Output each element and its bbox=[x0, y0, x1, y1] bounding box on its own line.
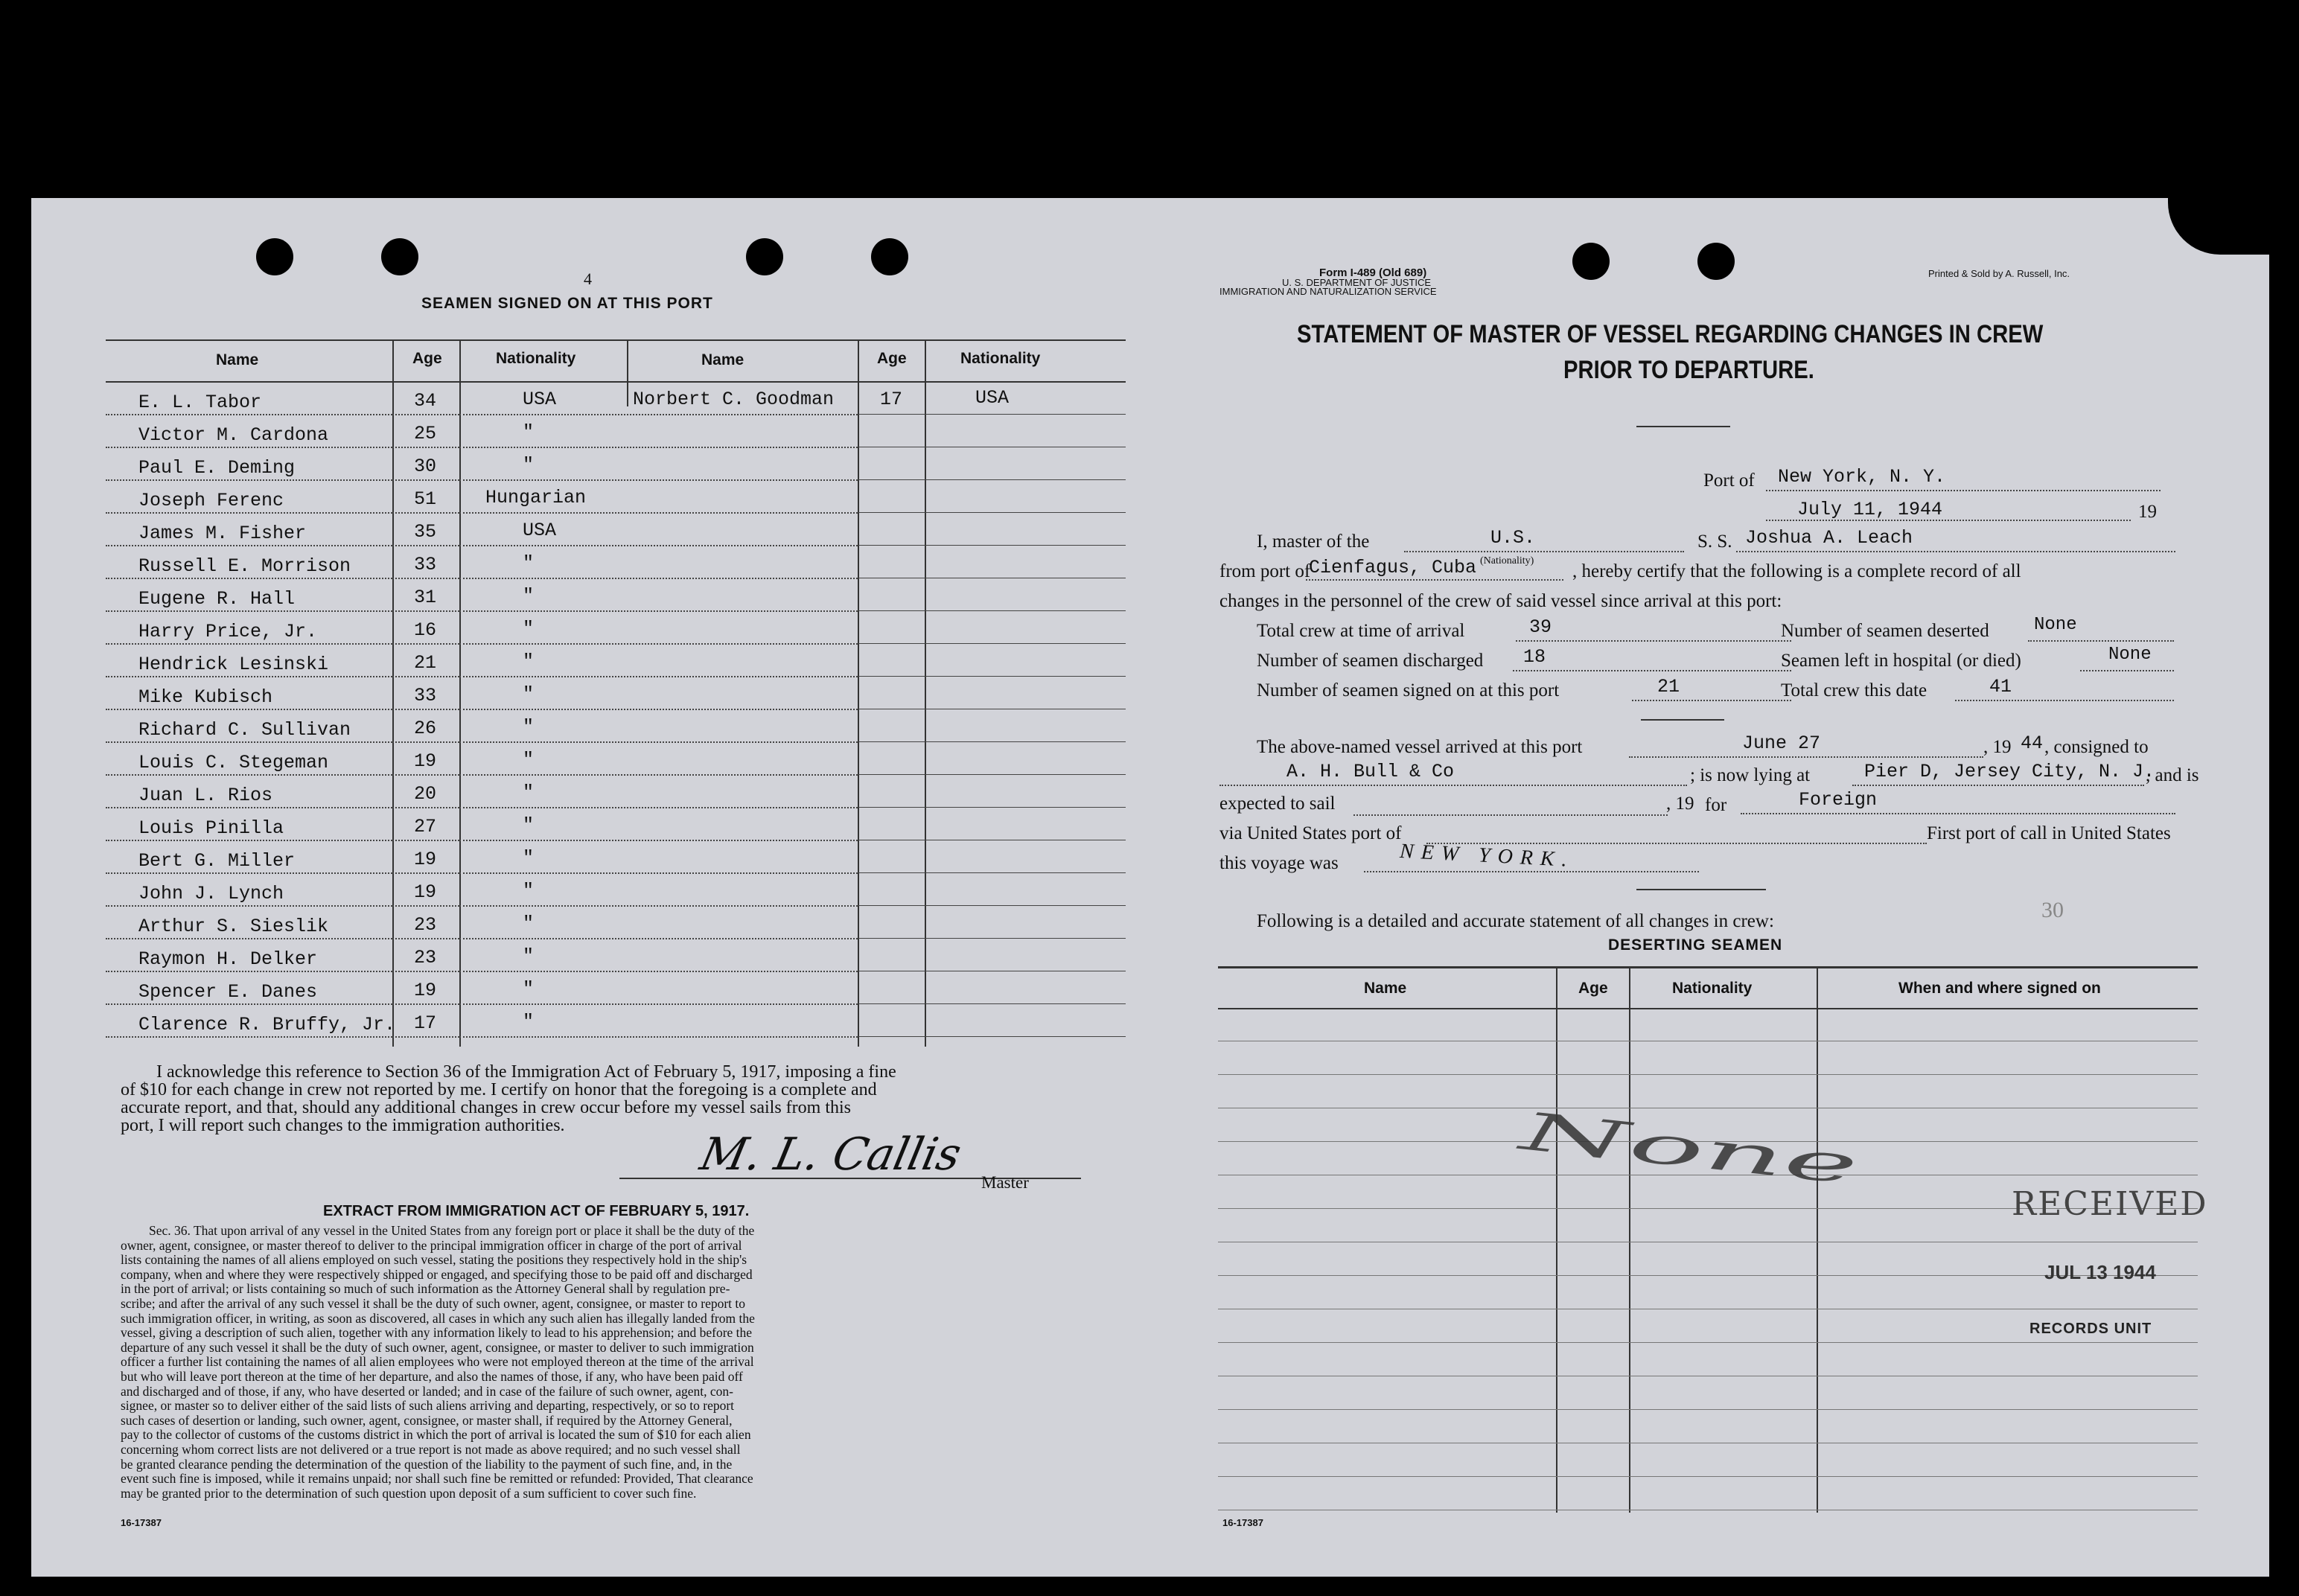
seaman-nationality: " bbox=[523, 782, 535, 803]
master-of-label: I, master of the bbox=[1257, 532, 1370, 552]
extract-line: but who will leave port thereon at the time of her departure, and also the names of those, if any, who have been paid off bbox=[121, 1368, 743, 1384]
seaman-age: 19 bbox=[414, 849, 437, 870]
seaman-nationality: Hungarian bbox=[485, 487, 587, 508]
deserted-label: Number of seamen deserted bbox=[1781, 621, 1989, 641]
seaman-name: Joseph Ferenc bbox=[138, 490, 284, 511]
col-header-name: Name bbox=[216, 351, 259, 368]
table-row bbox=[106, 484, 1126, 517]
desert-col-nationality: Nationality bbox=[1672, 980, 1753, 997]
seaman-nationality: " bbox=[523, 421, 535, 443]
extract-line: departure of any such vessel it shall be the duty of such owner, agent, consignee, or master to deliver to such immigration bbox=[121, 1339, 754, 1355]
extract-line: owner, agent, consignee, or master thereof to deliver to the principal immigration officer in charge of the port of arrival bbox=[121, 1237, 742, 1253]
seaman-nationality: " bbox=[523, 978, 535, 1000]
table-row bbox=[106, 680, 1126, 713]
extract-line: be granted clearance pending the determination of the question of the liability to the payment of such fine, and, in the bbox=[121, 1456, 733, 1472]
seaman-age: 17 bbox=[880, 389, 903, 410]
seaman-name: E. L. Tabor bbox=[138, 392, 262, 413]
from-port-label: from port of bbox=[1219, 561, 1311, 581]
seaman-age: 25 bbox=[414, 423, 437, 444]
arrived-label: The above-named vessel arrived at this port bbox=[1257, 737, 1583, 757]
seaman-name: Arthur S. Sieslik bbox=[138, 916, 329, 937]
desert-col-when-where: When and where signed on bbox=[1898, 980, 2101, 997]
port-label: Port of bbox=[1703, 470, 1755, 491]
seaman-age: 51 bbox=[414, 488, 437, 510]
arrived-date: June 27 bbox=[1742, 732, 1821, 754]
seaman-name: Bert G. Miller bbox=[138, 850, 296, 872]
date-value: July 11, 1944 bbox=[1797, 499, 1943, 520]
vessel-name: Joshua A. Leach bbox=[1745, 527, 1913, 549]
seaman-nationality: " bbox=[523, 716, 535, 738]
for-label: for bbox=[1705, 795, 1727, 815]
margin-note: 30 bbox=[2041, 898, 2064, 922]
seaman-name: Louis C. Stegeman bbox=[138, 752, 329, 773]
received-stamp-unit: RECORDS UNIT bbox=[2029, 1321, 2152, 1337]
seaman-nationality: " bbox=[523, 814, 535, 836]
empty-row-line bbox=[1218, 1342, 2198, 1343]
seaman-name: Mike Kubisch bbox=[138, 686, 273, 708]
extract-line: in the port of arrival; or lists containing so much of such information as the Attorney General shall by regulation pre- bbox=[121, 1281, 730, 1297]
year-suffix: 19 bbox=[2138, 502, 2157, 522]
acknowledgment-line: of $10 for each change in crew not reported by me. I certify on honor that the foregoing is a complete and bbox=[121, 1080, 877, 1099]
seaman-nationality: " bbox=[523, 683, 535, 705]
seaman-nationality: " bbox=[523, 1011, 535, 1032]
arrived-year: 44 bbox=[2021, 732, 2044, 754]
seaman-name: Russell E. Morrison bbox=[138, 555, 351, 577]
seaman-age: 21 bbox=[414, 652, 437, 674]
seaman-nationality: USA bbox=[975, 387, 1010, 409]
punch-hole bbox=[381, 238, 418, 275]
seaman-name: Richard C. Sullivan bbox=[138, 719, 351, 741]
desert-col-age: Age bbox=[1578, 980, 1608, 997]
acknowledgment-line: port, I will report such changes to the immigration authorities. bbox=[121, 1116, 565, 1135]
table-row bbox=[106, 942, 1126, 975]
seaman-age: 19 bbox=[414, 980, 437, 1001]
col-header-name-2: Name bbox=[701, 351, 744, 368]
extract-line: such immigration officer, in writing, as soon as discovered, all cases in which any such alien has illegally landed from the bbox=[121, 1310, 755, 1326]
nationality-value: U.S. bbox=[1490, 527, 1536, 549]
seaman-name: Paul E. Deming bbox=[138, 457, 296, 479]
table-row bbox=[106, 451, 1126, 484]
discharged-value: 18 bbox=[1523, 646, 1546, 668]
lying-value: Pier D, Jersey City, N. J. bbox=[1864, 761, 2155, 782]
seaman-nationality: " bbox=[523, 585, 535, 607]
page-number: 4 bbox=[584, 269, 592, 288]
first-port-label: First port of call in United States bbox=[1927, 823, 2171, 843]
table-row bbox=[106, 975, 1126, 1008]
table-row bbox=[106, 713, 1126, 746]
table-row bbox=[106, 910, 1126, 942]
nationality-caption: (Nationality) bbox=[1480, 555, 1534, 566]
for-value: Foreign bbox=[1799, 789, 1878, 811]
punch-hole bbox=[1697, 243, 1735, 280]
seaman-age: 33 bbox=[414, 554, 437, 575]
acknowledgment-block bbox=[121, 1063, 1133, 1134]
consigned-label: , consigned to bbox=[2044, 737, 2149, 757]
seaman-nationality: " bbox=[523, 618, 535, 639]
seaman-age: 20 bbox=[414, 783, 437, 805]
seaman-age: 27 bbox=[414, 816, 437, 837]
total-now-label: Total crew this date bbox=[1781, 680, 1927, 700]
table-row bbox=[106, 844, 1126, 877]
seaman-age: 34 bbox=[414, 390, 437, 412]
discharged-label: Number of seamen discharged bbox=[1257, 651, 1484, 671]
table-row bbox=[106, 877, 1126, 910]
expected-label: expected to sail bbox=[1219, 794, 1336, 814]
total-crew-arrival-label: Total crew at time of arrival bbox=[1257, 621, 1465, 641]
col-header-nationality: Nationality bbox=[496, 350, 576, 367]
footer-code-right: 16-17387 bbox=[1222, 1517, 1263, 1528]
col-header-age-2: Age bbox=[877, 350, 907, 367]
seaman-name: Louis Pinilla bbox=[138, 817, 284, 839]
printer: Printed & Sold by A. Russell, Inc. bbox=[1928, 268, 2070, 279]
and-is: , and is bbox=[2146, 765, 2199, 785]
seaman-name: Clarence R. Bruffy, Jr. bbox=[138, 1014, 396, 1035]
torn-corner bbox=[2168, 195, 2272, 255]
seaman-age: 33 bbox=[414, 685, 437, 706]
seaman-name: Raymon H. Delker bbox=[138, 948, 318, 970]
extract-line: event such fine is imposed, while it remains unpaid; nor shall such fine be remitted or refunded: Provided, That clearance bbox=[121, 1471, 753, 1487]
punch-hole bbox=[871, 238, 908, 275]
certify-text-2: changes in the personnel of the crew of said vessel since arrival at this port: bbox=[1219, 591, 1782, 611]
seaman-age: 23 bbox=[414, 914, 437, 936]
seaman-name: Harry Price, Jr. bbox=[138, 621, 318, 642]
voyage-value: NEW YORK. bbox=[1399, 839, 1575, 872]
table-row bbox=[106, 1008, 1126, 1041]
deserting-table bbox=[1218, 966, 2198, 1513]
port-value: New York, N. Y. bbox=[1778, 466, 1946, 488]
seaman-name: Victor M. Cardona bbox=[138, 424, 329, 446]
col-header-age: Age bbox=[412, 350, 442, 367]
seaman-name: Norbert C. Goodman bbox=[633, 389, 835, 410]
total-now-value: 41 bbox=[1989, 676, 2012, 698]
extract-title: EXTRACT FROM IMMIGRATION ACT OF FEBRUARY 5, 1917. bbox=[323, 1203, 750, 1219]
empty-row-line bbox=[1218, 1409, 2198, 1410]
extract-line: and discharged and of those, if any, who have deserted or landed; and in case of the failure of such owner, agent, con- bbox=[121, 1383, 733, 1399]
expected-year: , 19 bbox=[1666, 794, 1694, 814]
signed-on-value: 21 bbox=[1657, 676, 1680, 698]
arrived-year-prefix: , 19 bbox=[1983, 737, 2012, 757]
seaman-age: 17 bbox=[414, 1012, 437, 1034]
section-title: SEAMEN SIGNED ON AT THIS PORT bbox=[421, 295, 713, 312]
seaman-age: 16 bbox=[414, 619, 437, 641]
extract-line: such cases of desertion or landing, such owner, agent, consignee, or master shall, if required by the Attorney General, bbox=[121, 1412, 733, 1428]
from-port-value: Cienfagus, Cuba bbox=[1309, 557, 1477, 578]
department: U. S. DEPARTMENT OF JUSTICE bbox=[1282, 277, 1432, 288]
form-number: Form I-489 (Old 689) bbox=[1319, 266, 1427, 279]
voyage-label: this voyage was bbox=[1219, 853, 1339, 873]
extract-line: officer a further list containing the names of all alien employees who were not employed thereon at the time of the arrival bbox=[121, 1354, 754, 1370]
seaman-nationality: " bbox=[523, 552, 535, 574]
none-scrawl: None bbox=[1517, 1100, 1861, 1197]
seaman-name: John J. Lynch bbox=[138, 883, 284, 904]
form-title-line2: PRIOR TO DEPARTURE. bbox=[1563, 356, 1814, 384]
extract-line: company, when and where they were respectively shipped or engaged, and specifying those to be paid off and discharged bbox=[121, 1266, 753, 1282]
extract-line: scribe; and after the arrival of any such vessel it shall be the duty of such owner, agent, consignee, or master to report to bbox=[121, 1295, 746, 1311]
ss-label: S. S. bbox=[1697, 532, 1732, 552]
table-row bbox=[106, 811, 1126, 844]
hospital-value: None bbox=[2108, 645, 2152, 665]
master-label: Master bbox=[981, 1173, 1029, 1192]
seaman-nationality: USA bbox=[523, 389, 557, 410]
extract-line: pay to the collector of customs of the customs district in which the port of arrival is located the sum of $10 for each alien bbox=[121, 1427, 751, 1443]
extract-line: signee, or master so to deliver either of the said lists of such aliens arriving and departing, respectively, or so to report bbox=[121, 1398, 735, 1414]
document-paper bbox=[31, 198, 2269, 1577]
seaman-nationality: " bbox=[523, 880, 535, 901]
punch-hole bbox=[746, 238, 783, 275]
table-row bbox=[106, 418, 1126, 451]
extract-line: vessel, giving a description of such alien, together with any information likely to lead to his apprehension; and before the bbox=[121, 1325, 753, 1341]
table-row bbox=[106, 746, 1126, 779]
table-row bbox=[106, 615, 1126, 648]
seaman-nationality: " bbox=[523, 945, 535, 967]
total-crew-arrival-value: 39 bbox=[1529, 616, 1552, 638]
desert-col-name: Name bbox=[1364, 980, 1407, 997]
table-row bbox=[106, 549, 1126, 582]
following-text: Following is a detailed and accurate statement of all changes in crew: bbox=[1257, 911, 1774, 931]
seaman-age: 19 bbox=[414, 750, 437, 772]
via-label: via United States port of bbox=[1219, 823, 1402, 843]
seaman-age: 26 bbox=[414, 718, 437, 739]
empty-row-line bbox=[1218, 1074, 2198, 1075]
service: IMMIGRATION AND NATURALIZATION SERVICE bbox=[1219, 286, 1437, 297]
table-row bbox=[106, 648, 1126, 680]
empty-row-line bbox=[1218, 1476, 2198, 1477]
seaman-name: Juan L. Rios bbox=[138, 785, 273, 806]
acknowledgment-line: accurate report, and that, should any additional changes in crew occur before my vessel sails from this bbox=[121, 1098, 851, 1117]
seaman-age: 30 bbox=[414, 456, 437, 477]
extract-line: Sec. 36. That upon arrival of any vessel in the United States from any foreign port or place it shall be the duty of the bbox=[149, 1223, 755, 1238]
table-row bbox=[106, 386, 1126, 418]
received-stamp-date: JUL 13 1944 bbox=[2044, 1261, 2156, 1283]
seaman-nationality: " bbox=[523, 847, 535, 869]
footer-code-left: 16-17387 bbox=[121, 1517, 162, 1528]
punch-hole bbox=[256, 238, 293, 275]
table-row bbox=[106, 779, 1126, 811]
deserted-value: None bbox=[2034, 615, 2077, 635]
extract-line: concerning whom correct lists are not delivered or a true report is not made as above required; and no such vessel shall bbox=[121, 1441, 741, 1457]
punch-hole bbox=[1572, 243, 1610, 280]
deserting-title: DESERTING SEAMEN bbox=[1608, 936, 1783, 954]
seaman-name: James M. Fisher bbox=[138, 523, 307, 544]
col-header-nationality-2: Nationality bbox=[960, 350, 1041, 367]
seaman-name: Spencer E. Danes bbox=[138, 981, 318, 1003]
extract-text bbox=[121, 1224, 1133, 1501]
seaman-age: 31 bbox=[414, 587, 437, 608]
seaman-name: Hendrick Lesinski bbox=[138, 654, 329, 675]
seaman-age: 19 bbox=[414, 881, 437, 903]
seaman-age: 35 bbox=[414, 521, 437, 543]
hospital-label: Seamen left in hospital (or died) bbox=[1781, 651, 2021, 671]
table-row bbox=[106, 582, 1126, 615]
seaman-nationality: " bbox=[523, 454, 535, 476]
seaman-nationality: USA bbox=[523, 520, 557, 541]
signed-on-label: Number of seamen signed on at this port bbox=[1257, 680, 1560, 700]
form-title-line1: STATEMENT OF MASTER OF VESSEL REGARDING CHANGES IN CREW bbox=[1297, 320, 2044, 348]
extract-line: may be granted prior to the determination of such question upon deposit of a sum sufficient to cover such fine. bbox=[121, 1485, 697, 1501]
seaman-nationality: " bbox=[523, 749, 535, 770]
extract-line: lists containing the names of all aliens employed on such vessel, stating the positions they respectively hold in the ship's bbox=[121, 1252, 747, 1268]
seaman-age: 23 bbox=[414, 947, 437, 968]
seaman-nationality: " bbox=[523, 913, 535, 934]
certify-text-1: , hereby certify that the following is a complete record of all bbox=[1572, 561, 2021, 581]
lying-label: ; is now lying at bbox=[1690, 765, 1811, 785]
received-stamp: RECEIVED bbox=[2012, 1185, 2208, 1223]
seaman-name: Eugene R. Hall bbox=[138, 588, 296, 610]
acknowledgment-line: I acknowledge this reference to Section 36 of the Immigration Act of February 5, 1917, imposing a fine bbox=[156, 1062, 896, 1082]
consignee: A. H. Bull & Co bbox=[1286, 761, 1455, 782]
seaman-nationality: " bbox=[523, 651, 535, 672]
master-signature: M. L. Callis bbox=[695, 1129, 966, 1181]
table-row bbox=[106, 517, 1126, 549]
